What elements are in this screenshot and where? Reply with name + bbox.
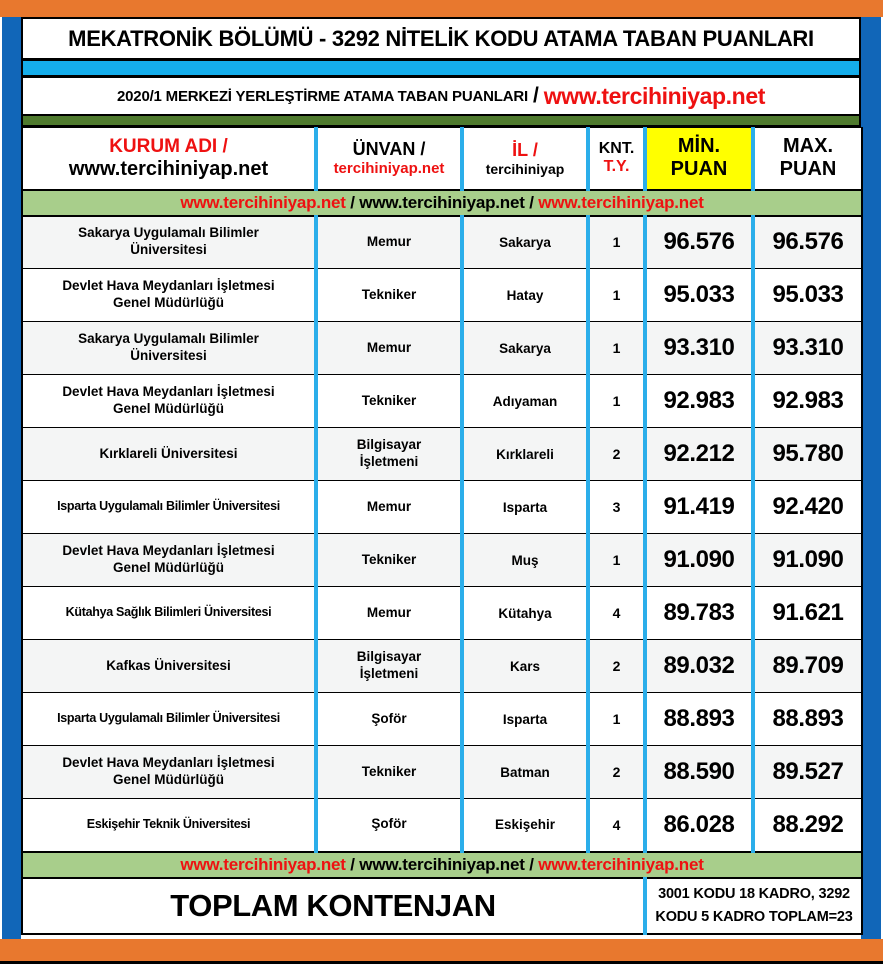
cell-knt: 4 [588, 799, 645, 852]
table-row [22, 693, 862, 746]
cell-il: Kırklareli [462, 428, 588, 481]
table-row [22, 375, 862, 428]
cell-kurum [22, 269, 316, 322]
top-orange-bar [0, 0, 883, 17]
cell-max-puan: 92.983 [753, 375, 862, 428]
cell-max-puan: 88.893 [753, 693, 862, 746]
cell-unvan [316, 322, 462, 375]
cell-unvan-line1: Bilgisayar [356, 437, 422, 453]
table-row [22, 481, 862, 534]
cell-min-puan: 89.783 [645, 587, 753, 640]
subtitle-bar [21, 78, 861, 116]
cell-unvan [316, 481, 462, 534]
banner-top-cell [22, 190, 862, 216]
cell-kurum [22, 746, 316, 799]
cell-knt: 1 [588, 375, 645, 428]
cell-unvan [316, 746, 462, 799]
banner-top-sep2: / [524, 192, 539, 212]
cell-kurum-line2: Genel Müdürlüğü [113, 772, 224, 787]
column-header-min-puan [645, 128, 753, 190]
banner-bottom-sep2: / [524, 854, 539, 874]
cell-knt: 2 [588, 640, 645, 693]
cell-unvan-line1: Tekniker [361, 763, 417, 779]
cell-kurum-line1: Sakarya Uygulamalı Bilimler [78, 331, 259, 347]
banner-top-part2[interactable]: www.tercihiniyap.net [359, 192, 525, 212]
cell-max-puan: 95.033 [753, 269, 862, 322]
column-header-il-line2: tercihiniyap [485, 160, 565, 177]
cell-unvan-line2: İşletmeni [359, 454, 419, 469]
cell-min-puan: 86.028 [645, 799, 753, 852]
cell-kurum-line1: Devlet Hava Meydanları İşletmesi [62, 543, 275, 559]
subtitle-text: 2020/1 MERKEZİ YERLEŞTİRME ATAMA TABAN PUANLARI [117, 87, 528, 105]
cell-knt: 1 [588, 693, 645, 746]
banner-bottom-cell [22, 852, 862, 878]
column-header-kurum-line1: KURUM ADI / [109, 135, 228, 157]
column-header-unvan-line2: tercihiniyap.net [333, 159, 445, 177]
table-row [22, 746, 862, 799]
total-quota-note-line2: KODU 5 KADRO TOPLAM=23 [655, 908, 853, 925]
banner-bottom-sep1: / [345, 854, 360, 874]
cell-kurum-line1: Kütahya Sağlık Bilimleri Üniversitesi [65, 605, 272, 620]
left-blue-frame [2, 17, 21, 942]
cell-kurum [22, 640, 316, 693]
column-header-knt-line1: KNT. [598, 139, 635, 157]
cell-kurum-line1: Kırklareli Üniversitesi [99, 445, 238, 461]
cell-min-puan: 88.590 [645, 746, 753, 799]
cyan-divider [21, 61, 861, 78]
cell-knt: 1 [588, 322, 645, 375]
column-header-max-line2: PUAN [779, 158, 837, 181]
cell-unvan [316, 799, 462, 852]
table-row [22, 799, 862, 852]
subtitle-separator: / [532, 84, 539, 107]
cell-kurum [22, 216, 316, 269]
table-row [22, 587, 862, 640]
column-header-min-line1: MİN. [677, 135, 721, 158]
cell-il: Batman [462, 746, 588, 799]
page-title [21, 17, 861, 61]
cell-il: Muş [462, 534, 588, 587]
column-header-unvan-line1: ÜNVAN / [352, 139, 426, 160]
cell-max-puan: 92.420 [753, 481, 862, 534]
cell-min-puan: 89.032 [645, 640, 753, 693]
cell-il: Eskişehir [462, 799, 588, 852]
cell-kurum-line2: Üniversitesi [130, 348, 207, 363]
column-header-il [462, 128, 588, 190]
scores-table [21, 127, 863, 935]
cell-unvan-line1: Şoför [371, 816, 407, 832]
cell-kurum-line1: Sakarya Uygulamalı Bilimler [78, 225, 259, 241]
cell-knt: 1 [588, 216, 645, 269]
cell-kurum-line2: Genel Müdürlüğü [113, 560, 224, 575]
cell-kurum [22, 322, 316, 375]
cell-kurum [22, 481, 316, 534]
banner-row-top [22, 190, 862, 216]
table-row [22, 269, 862, 322]
table-header-row [22, 128, 862, 190]
column-header-max-puan [753, 128, 862, 190]
cell-min-puan: 96.576 [645, 216, 753, 269]
cell-il: Kütahya [462, 587, 588, 640]
cell-unvan [316, 640, 462, 693]
cell-kurum-line2: Üniversitesi [130, 242, 207, 258]
right-blue-frame [861, 17, 881, 942]
footer-row [22, 878, 862, 934]
cell-unvan-line1: Bilgisayar [356, 649, 422, 665]
cell-min-puan: 93.310 [645, 322, 753, 375]
table-row [22, 216, 862, 269]
banner-top-sep1: / [345, 192, 360, 212]
cell-unvan-line1: Memur [366, 604, 412, 620]
cell-kurum-line1: Isparta Uygulamalı Bilimler Üniversitesi [57, 499, 280, 514]
cell-knt: 3 [588, 481, 645, 534]
table-body [22, 216, 862, 852]
cell-min-puan: 92.983 [645, 375, 753, 428]
cell-kurum-line1: Devlet Hava Meydanları İşletmesi [62, 755, 275, 771]
cell-max-puan: 96.576 [753, 216, 862, 269]
page-title-text: MEKATRONİK BÖLÜMÜ - 3292 NİTELİK KODU ATAMA TABAN PUANLARI [68, 25, 814, 51]
column-header-min-line2: PUAN [670, 158, 728, 181]
dark-green-divider [21, 116, 861, 127]
cell-unvan-line1: Memur [366, 339, 412, 355]
cell-min-puan: 95.033 [645, 269, 753, 322]
cell-kurum [22, 693, 316, 746]
cell-kurum [22, 428, 316, 481]
column-header-kurum-line2: www.tercihiniyap.net [68, 157, 269, 180]
banner-top-part1[interactable]: www.tercihiniyap.net [180, 192, 346, 212]
cell-kurum [22, 587, 316, 640]
table-row [22, 322, 862, 375]
cell-max-puan: 91.090 [753, 534, 862, 587]
cell-knt: 1 [588, 534, 645, 587]
cell-unvan-line1: Tekniker [361, 286, 417, 302]
cell-kurum-line2: Genel Müdürlüğü [113, 401, 224, 416]
cell-max-puan: 88.292 [753, 799, 862, 852]
banner-bottom-part2[interactable]: www.tercihiniyap.net [359, 854, 525, 874]
cell-unvan [316, 534, 462, 587]
cell-max-puan: 95.780 [753, 428, 862, 481]
cell-unvan [316, 269, 462, 322]
column-header-unvan [316, 128, 462, 190]
banner-bottom-part3[interactable]: www.tercihiniyap.net [538, 854, 704, 874]
cell-kurum-line1: Kafkas Üniversitesi [106, 657, 231, 673]
table-row [22, 640, 862, 693]
cell-kurum-line2: Genel Müdürlüğü [113, 295, 224, 310]
cell-max-puan: 89.527 [753, 746, 862, 799]
cell-il: Sakarya [462, 322, 588, 375]
total-quota-note [645, 878, 862, 934]
column-header-knt-line2: T.Y. [603, 158, 630, 176]
cell-il: Isparta [462, 693, 588, 746]
cell-unvan-line1: Memur [366, 233, 412, 249]
cell-unvan [316, 428, 462, 481]
cell-max-puan: 91.621 [753, 587, 862, 640]
banner-row-bottom [22, 852, 862, 878]
cell-il: Adıyaman [462, 375, 588, 428]
cell-min-puan: 92.212 [645, 428, 753, 481]
cell-kurum [22, 534, 316, 587]
cell-knt: 4 [588, 587, 645, 640]
banner-bottom-part1[interactable]: www.tercihiniyap.net [180, 854, 346, 874]
cell-il: Hatay [462, 269, 588, 322]
cell-kurum-line1: Devlet Hava Meydanları İşletmesi [62, 384, 275, 400]
cell-knt: 1 [588, 269, 645, 322]
cell-kurum [22, 799, 316, 852]
total-quota-note-line1: 3001 KODU 18 KADRO, 3292 [658, 886, 850, 903]
cell-unvan-line1: Tekniker [361, 551, 417, 567]
cell-kurum [22, 375, 316, 428]
cell-min-puan: 91.090 [645, 534, 753, 587]
cell-knt: 2 [588, 428, 645, 481]
cell-unvan-line1: Memur [366, 498, 412, 514]
cell-kurum-line1: Devlet Hava Meydanları İşletmesi [62, 278, 275, 294]
banner-top-part3[interactable]: www.tercihiniyap.net [538, 192, 704, 212]
cell-unvan-line1: Şoför [371, 710, 407, 726]
cell-il: Isparta [462, 481, 588, 534]
cell-unvan-line2: İşletmeni [359, 666, 419, 681]
table-row [22, 534, 862, 587]
content-column [21, 17, 861, 942]
cell-unvan-line1: Tekniker [361, 392, 417, 408]
bottom-orange-bar [0, 939, 883, 964]
total-quota-label: TOPLAM KONTENJAN [22, 878, 645, 934]
subtitle-site-link[interactable]: www.tercihiniyap.net [543, 82, 765, 109]
cell-knt: 2 [588, 746, 645, 799]
cell-unvan [316, 375, 462, 428]
cell-unvan [316, 216, 462, 269]
cell-unvan [316, 693, 462, 746]
cell-unvan [316, 587, 462, 640]
column-header-il-line1: İL / [512, 139, 538, 160]
cell-kurum-line1: Eskişehir Teknik Üniversitesi [86, 816, 251, 831]
column-header-max-line1: MAX. [783, 135, 833, 158]
cell-kurum-line1: Isparta Uygulamalı Bilimler Üniversitesi [57, 711, 280, 726]
column-header-knt [588, 128, 645, 190]
cell-max-puan: 93.310 [753, 322, 862, 375]
cell-il: Sakarya [462, 216, 588, 269]
cell-min-puan: 88.893 [645, 693, 753, 746]
cell-min-puan: 91.419 [645, 481, 753, 534]
cell-il: Kars [462, 640, 588, 693]
cell-max-puan: 89.709 [753, 640, 862, 693]
table-row [22, 428, 862, 481]
column-header-kurum [22, 128, 316, 190]
